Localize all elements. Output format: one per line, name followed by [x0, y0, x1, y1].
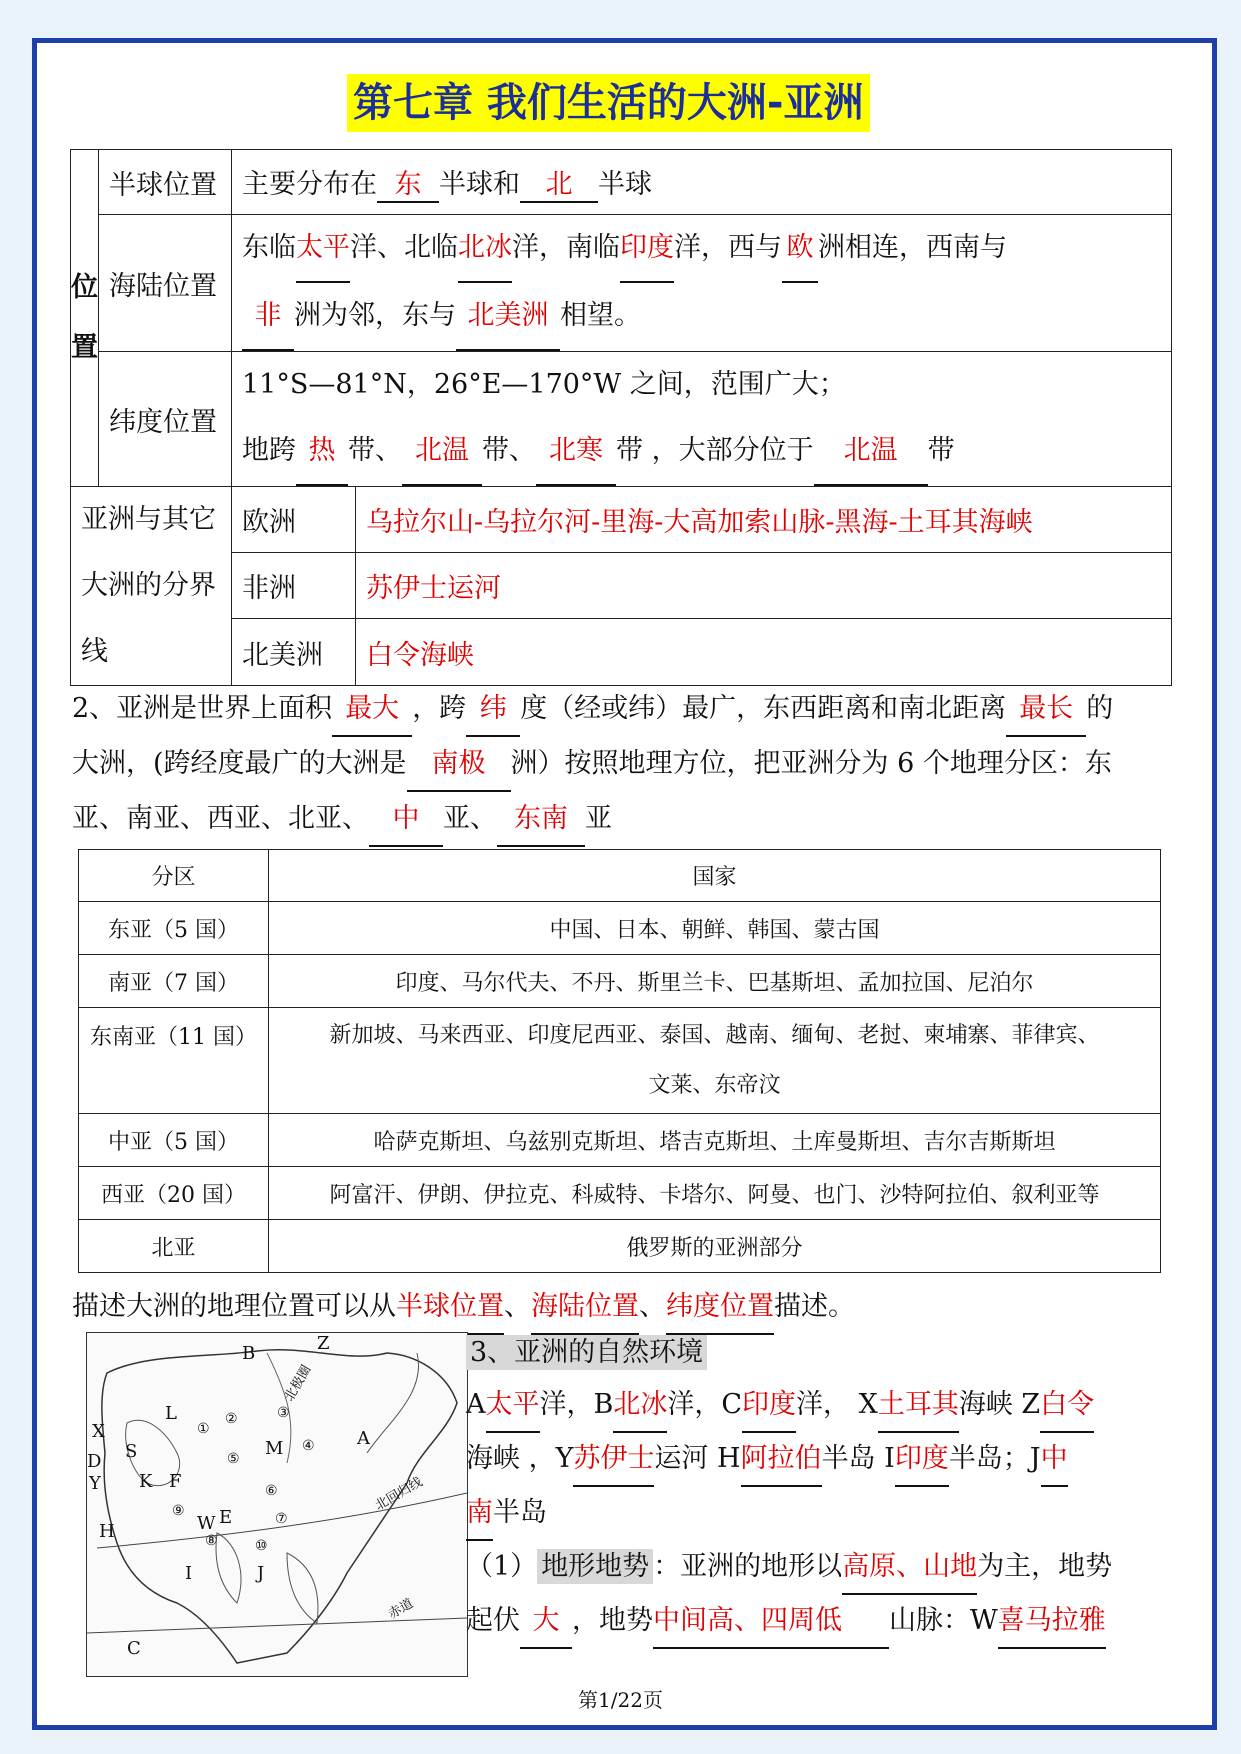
region-cell: 中亚（5 国）	[79, 1114, 269, 1167]
position-group-cell	[71, 150, 99, 487]
map-num-5: ⑤	[227, 1451, 240, 1467]
countries-cell: 中国、日本、朝鲜、韩国、蒙古国	[269, 902, 1161, 955]
map-label-C: C	[127, 1638, 141, 1659]
asia-map-drawing	[87, 1333, 467, 1676]
countries-cell: 阿富汗、伊朗、伊拉克、科威特、卡塔尔、阿曼、也门、沙特阿拉伯、叙利亚等	[269, 1167, 1161, 1220]
map-label-Z: Z	[317, 1333, 330, 1354]
asia-map	[86, 1332, 468, 1677]
land-sea-text: 东临太平洋、北临北冰洋，南临印度洋，西与 欧 洲相连，西南与 非 洲为邻，东与 北美洲 相望。	[232, 215, 1172, 352]
map-line-arctic-circle: 北极圈	[281, 1362, 315, 1405]
map-num-2: ②	[225, 1411, 238, 1427]
region-cell: 东南亚（11 国）	[79, 1008, 269, 1114]
position-table	[70, 149, 1172, 686]
map-line-equator: 赤道	[385, 1596, 417, 1623]
region-table	[78, 849, 1161, 1273]
hemisphere-label: 半球位置	[99, 150, 232, 215]
map-label-S: S	[125, 1441, 138, 1462]
boundary-continent: 非洲	[232, 552, 356, 619]
map-num-1: ①	[197, 1421, 210, 1437]
boundary-continent: 欧洲	[232, 487, 356, 553]
latitude-label: 纬度位置	[99, 352, 232, 487]
map-label-A: A	[357, 1428, 370, 1449]
map-num-4: ④	[302, 1438, 315, 1454]
countries-cell: 哈萨克斯坦、乌兹别克斯坦、塔吉克斯坦、土库曼斯坦、吉尔吉斯斯坦	[269, 1114, 1161, 1167]
page-title: 第七章 我们生活的大洲-亚洲	[347, 74, 870, 132]
map-num-6: ⑥	[265, 1483, 278, 1499]
map-num-10: ⑩	[255, 1538, 268, 1554]
map-label-H: H	[99, 1521, 115, 1542]
boundary-line: 白令海峡	[356, 619, 1172, 686]
countries-cell: 印度、马尔代夫、不丹、斯里兰卡、巴基斯坦、孟加拉国、尼泊尔	[269, 955, 1161, 1008]
map-num-9: ⑨	[172, 1503, 185, 1519]
map-label-J: J	[257, 1563, 265, 1584]
region-cell: 南亚（7 国）	[79, 955, 269, 1008]
boundary-label: 亚洲与其它 大洲的分界 线	[71, 487, 232, 686]
boundary-line: 乌拉尔山-乌拉尔河-里海-大高加索山脉-黑海-土耳其海峡	[356, 487, 1172, 553]
section3-heading: 3、亚洲的自然环境	[466, 1335, 707, 1370]
map-label-D: D	[87, 1451, 102, 1472]
group-label-1: 位	[71, 272, 98, 303]
describe-line: 描述大洲的地理位置可以从半球位置、海陆位置、纬度位置描述。	[72, 1280, 1172, 1335]
hemisphere-text: 主要分布在 东 半球和 北 半球	[232, 150, 1172, 215]
natural-environment-section: 3、亚洲的自然环境 A太平洋，B北冰洋，C印度洋， X土耳其海峡 Z白令 海峡 ，Y苏伊士运河 H阿拉伯半岛 I印度半岛；J中 南半岛 （1） 地形地势 ：亚洲的地形以高原、山地为主，地势 起伏 大 ，地势中间高、四周低 山脉：W喜马拉雅	[466, 1327, 1172, 1649]
countries-cell: 俄罗斯的亚洲部分	[269, 1220, 1161, 1273]
map-num-7: ⑦	[275, 1511, 288, 1527]
header-countries: 国家	[269, 850, 1161, 902]
region-cell: 西亚（20 国）	[79, 1167, 269, 1220]
map-label-X: X	[92, 1421, 105, 1442]
map-label-L: L	[165, 1403, 177, 1424]
page-number: 第1/22页	[578, 1688, 663, 1712]
asia-overview-paragraph: 2、亚洲是世界上面积 最大 ，跨 纬 度（经或纬）最广，东西距离和南北距离 最长 的 大洲，(跨经度最广的大洲是 南极 洲）按照地理方位，把亚洲分为 6 个地理分区：东 亚、南亚、西亚、北亚、 中 亚、 东南 亚	[72, 682, 1172, 847]
header-region: 分区	[79, 850, 269, 902]
map-label-Y: Y	[89, 1473, 101, 1494]
group-label-2: 置	[71, 332, 98, 363]
boundary-continent: 北美洲	[232, 619, 356, 686]
map-num-3: ③	[277, 1405, 290, 1421]
map-label-W: W	[197, 1513, 216, 1534]
map-label-B: B	[242, 1343, 256, 1364]
latitude-text: 11°S—81°N，26°E—170°W 之间，范围广大； 地跨 热 带、 北温 带、 北寒 带 ，大部分位于 北温 带	[232, 352, 1172, 487]
countries-cell: 新加坡、马来西亚、印度尼西亚、泰国、越南、缅甸、老挝、柬埔寨、菲律宾、 文莱、东帝汶	[269, 1008, 1161, 1114]
region-cell: 北亚	[79, 1220, 269, 1273]
map-label-I: I	[185, 1563, 193, 1584]
map-label-F: F	[169, 1471, 182, 1492]
map-label-K: K	[139, 1471, 153, 1492]
map-label-M: M	[265, 1438, 284, 1459]
boundary-line: 苏伊士运河	[356, 552, 1172, 619]
land-sea-label: 海陆位置	[99, 215, 232, 352]
map-line-tropic: 北回归线	[372, 1474, 426, 1514]
map-label-E: E	[219, 1507, 233, 1528]
region-cell: 东亚（5 国）	[79, 902, 269, 955]
map-num-8: ⑧	[205, 1533, 218, 1549]
